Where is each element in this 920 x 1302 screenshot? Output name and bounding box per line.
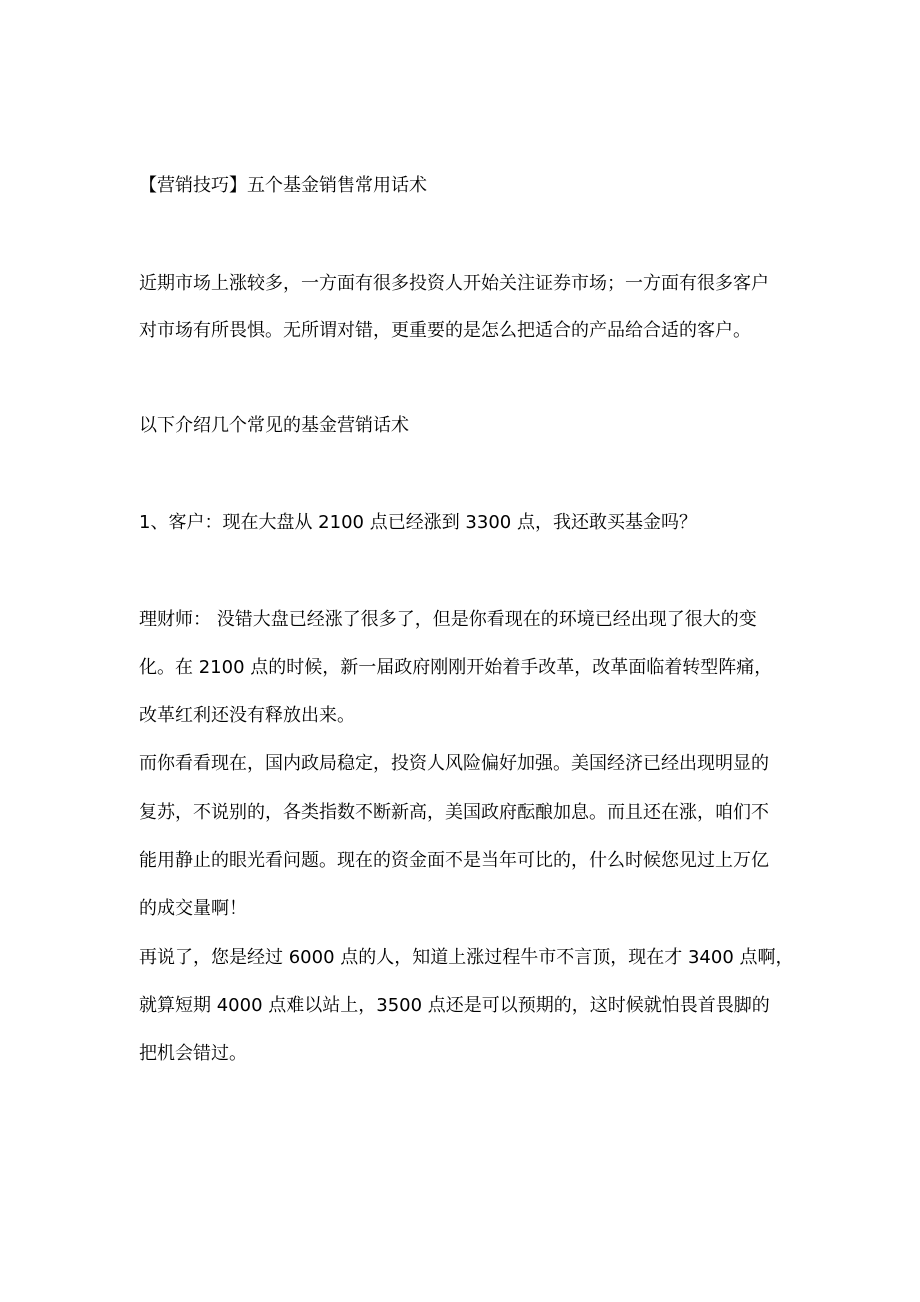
answer-line: 而你看看现在，国内政局稳定，投资人风险偏好加强。美国经济已经出现明显的: [139, 753, 769, 774]
intro-line-1: 近期市场上涨较多，一方面有很多投资人开始关注证券市场；一方面有很多客户: [139, 273, 769, 294]
answer-line: 能用静止的眼光看问题。现在的资金面不是当年可比的，什么时候您见过上万亿: [139, 850, 769, 871]
document-title: 【营销技巧】五个基金销售常用话术: [139, 175, 427, 196]
answer-line: 改革红利还没有释放出来。: [139, 705, 355, 726]
answer-line: 化。在 2100 点的时候，新一届政府刚刚开始着手改革，改革面临着转型阵痛，: [139, 657, 773, 678]
answer-line: 再说了，您是经过 6000 点的人，知道上涨过程牛市不言顶，现在才 3400 点啊，: [139, 947, 794, 968]
answer-line: 就算短期 4000 点难以站上，3500 点还是可以预期的，这时候就怕畏首畏脚的: [139, 995, 770, 1016]
answer-line: 把机会错过。: [139, 1043, 247, 1064]
answer-line: 理财师： 没错大盘已经涨了很多了，但是你看现在的环境已经出现了很大的变: [139, 609, 757, 630]
intro-line-2: 对市场有所畏惧。无所谓对错，更重要的是怎么把适合的产品给合适的客户。: [139, 320, 751, 341]
lead-in-text: 以下介绍几个常见的基金营销话术: [139, 415, 409, 436]
question-1: 1、客户：现在大盘从 2100 点已经涨到 3300 点，我还敢买基金吗？: [139, 512, 697, 533]
answer-line: 的成交量啊！: [139, 898, 247, 919]
answer-line: 复苏，不说别的，各类指数不断新高，美国政府酝酿加息。而且还在涨，咱们不: [139, 802, 769, 823]
